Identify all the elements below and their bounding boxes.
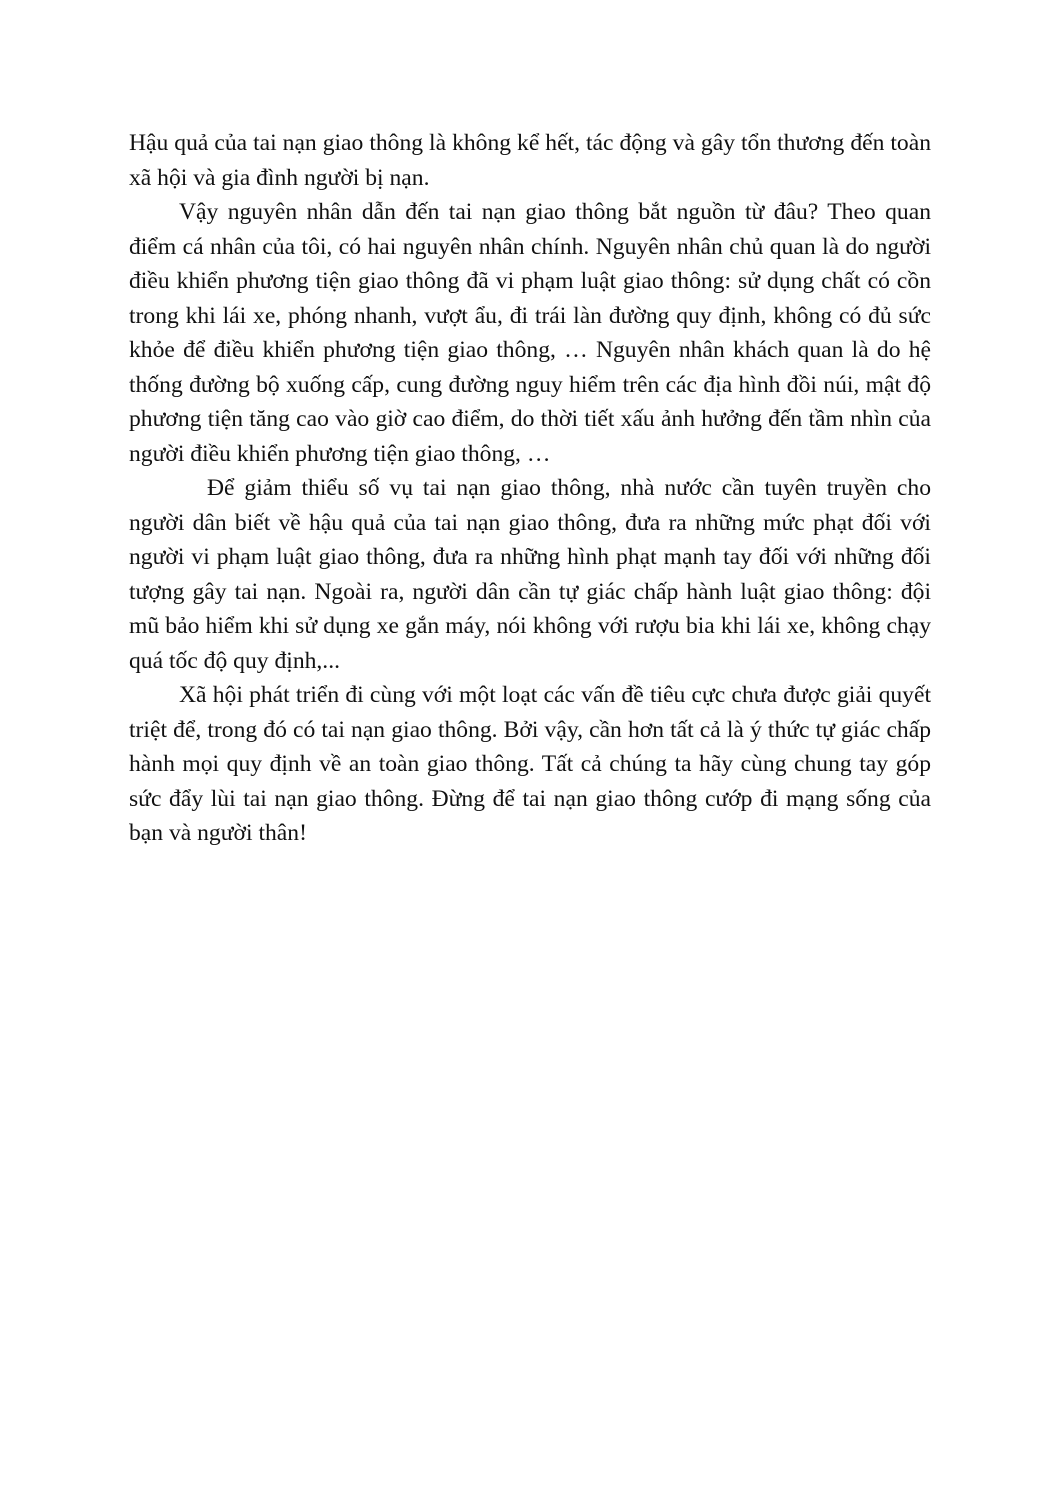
paragraph-solutions: Để giảm thiểu số vụ tai nạn giao thông, nhà nước cần tuyên truyền cho người dân biết về hậu quả của tai nạn giao thông, đưa ra những mức phạt đối với người vi phạm luật giao thông, đưa ra những hình phạt mạnh tay đối với những đối tượng gây tai nạn. Ngoài ra, người dân cần tự giác chấp hành luật giao thông: đội mũ bảo hiểm khi sử dụng xe gắn máy, nói không với rượu bia khi lái xe, không chạy quá tốc độ quy định,... (129, 475, 931, 674)
paragraph-causes: Vậy nguyên nhân dẫn đến tai nạn giao thông bắt nguồn từ đâu? Theo quan điểm cá nhân của tôi, có hai nguyên nhân chính. Nguyên nhân chủ quan là do người điều khiển phương tiện giao thông đã vi phạm luật giao thông: sử dụng chất có cồn trong khi lái xe, phóng nhanh, vượt ẩu, đi trái làn đường quy định, không có đủ sức khỏe để điều khiển phương tiện giao thông, … Nguyên nhân khách quan là do hệ thống đường bộ xuống cấp, cung đường nguy hiểm trên các địa hình đồi núi, mật độ phương tiện tăng cao vào giờ cao điểm, do thời tiết xấu ảnh hưởng đến tầm nhìn của người điều khiển phương tiện giao thông, … (129, 199, 931, 467)
paragraph-conclusion: Xã hội phát triển đi cùng với một loạt các vấn đề tiêu cực chưa được giải quyết triệt để, trong đó có tai nạn giao thông. Bởi vậy, cần hơn tất cả là ý thức tự giác chấp hành mọi quy định về an toàn giao thông. Tất cả chúng ta hãy cùng chung tay góp sức đẩy lùi tai nạn giao thông. Đừng để tai nạn giao thông cướp đi mạng sống của bạn và người thân! (129, 682, 931, 846)
paragraph-consequences: Hậu quả của tai nạn giao thông là không kể hết, tác động và gây tổn thương đến toàn xã hội và gia đình người bị nạn. (129, 130, 931, 191)
document-body (129, 126, 931, 851)
